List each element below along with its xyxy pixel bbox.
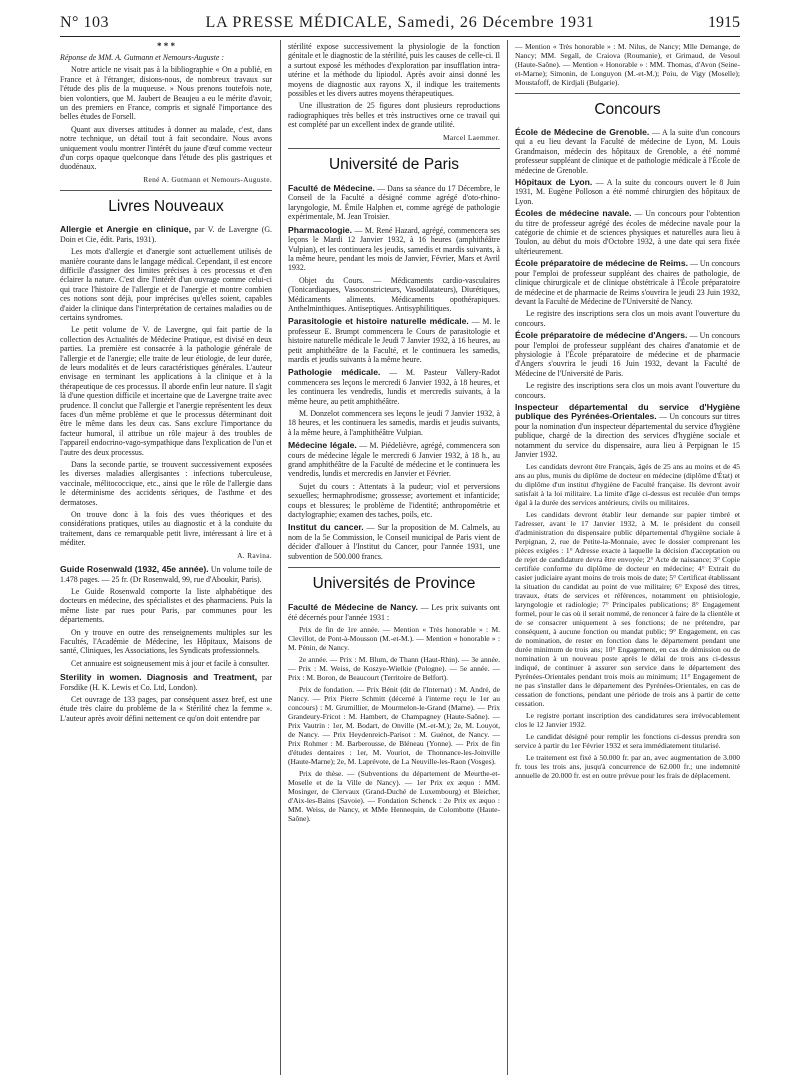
paragraph: On trouve donc à la fois des vues théoriques et des considérations pratiques, utiles au diagnostic et à la conduite du traitement, dans ce remarquable petit livre, intéressant à lire et à méditer.	[60, 510, 272, 548]
issue-number: N° 103	[60, 14, 109, 31]
paragraph: Sujet du cours : Attentats à la pudeur; viol et perversions sexuelles; hermaphrodisme; grossesse; avortement et infanticide; coups et blessures; le problème de l'identité; anthropométrie et dactylographie; examen des taches, poils, etc.	[288, 481, 500, 520]
news-item: École préparatoire de médecine d'Angers. — Un concours pour l'emploi de professeur suppléant des chaires d'anatomie et de physiologie à l'École préparatoire de médecine et de pharmacie d'Angers s'ouvrira le jeudi 16 Juin 1932, devant la Faculté de Médecine de l'Université de Paris.	[515, 330, 740, 378]
column-2	[288, 42, 500, 826]
reply-title: Réponse de MM. A. Gutmann et Nemours-Auguste :	[60, 53, 224, 62]
paragraph: Prix de thèse. — (Subventions du département de Meurthe-et-Moselle et de la Ville de Nancy). — 1er Prix ex æquo : MM. Mosinger, de Clervaux (Grand-Duché de Luxembourg) et Bleicher, d'Aix-les-Bains (Savoie). — Fondation Schenck : 2e Prix ex æquo : MM. Weiss, de Nancy, et MMe Hennequin, de Colombotte (Haute-Saône).	[288, 768, 500, 823]
news-item: Écoles de médecine navale. — Un concours pour l'obtention du titre de professeur agrégé des écoles de médecine navale pour la catégorie de chimie et de sciences physiques et naturelles aura lieu à Toulon, au début du mois d'Octobre 1932, à une date qui sera fixée ultérieurement.	[515, 208, 740, 256]
news-item: Médecine légale. — M. Piédelièvre, agrégé, commencera son cours de médecine légale le mercredi 6 Janvier 1932, à 18 h., au grand amphithéâtre de la Faculté de médecine et le continuera les vendredis, lundis et mercredis en Janvier et Février.	[288, 440, 500, 479]
paragraph: Prix de fin de 1re année. — Mention « Très honorable » : M. Clevillot, de Pont-à-Mousson (M.-et-M.). — Mention « honorable » : M. Pénin, de Nancy.	[288, 624, 500, 652]
book-entry-heading: Allergie et Anergie en clinique, par V. de Lavergne (G. Doin et Cie, édit. Paris, 1931).	[60, 224, 272, 244]
section-divider	[60, 190, 272, 191]
paragraph: Le petit volume de V. de Lavergne, qui fait partie de la collection des Actualités de Médecine Pratique, est divisé en deux parties. La première est consacrée à la pathologie générale de l'allergie et de l'anergie; elle traite de leur étiologie, de leur durée, de leurs modalités et de leurs caractéristiques générales. L'auteur envisage en terminant les applications à la clinique et à la thérapeutique de ces processus. Il aborde enfin leur nature. Il s'agit là d'une question difficile et incertaine que de Lavergne traite avec prudence. Il conclut que l'allergie et l'anergie représentent les deux faces d'un même problème et que le processus déterminant doit être le même dans les deux cas. Sans exclure l'importance du facteur humoral, il attribue un rôle majeur à des troubles de l'appareil endocrino-vago-sympathique dans l'explication de l'un et l'autre des deux processus.	[60, 325, 272, 457]
header-rule	[60, 36, 740, 37]
page-number: 1915	[708, 14, 740, 31]
news-item: Institut du cancer. — Sur la proposition de M. Calmels, au nom de la 5e Commission, le Conseil municipal de Paris vient de décider d'allouer à l'Institut du Cancer, pour l'année 1931, une subvention de 500.000 francs.	[288, 522, 500, 561]
news-item: Pharmacologie. — M. René Hazard, agrégé, commencera ses leçons le Mardi 12 Janvier 1932, à 16 heures (amphithéâtre Vulpian), et les continuera les jeudis, samedis et mardis suivants, à la même heure, pendant les mois de Janvier, Février, Mars et Avril 1932.	[288, 224, 500, 273]
signature: Marcel Laemmer.	[442, 132, 500, 142]
section-divider	[288, 567, 500, 568]
section-title: Université de Paris	[328, 156, 460, 174]
paragraph: Une illustration de 25 figures dont plusieurs reproductions radiographiques très belles et très instructives orne ce travail qui est complété par un excellent index de grande utilité.	[288, 101, 500, 130]
paragraph: Le traitement est fixé à 50.000 fr. par an, avec augmentation de 3.000 fr. tous les trois ans, jusqu'à concurrence de 62.000 fr.; une indemnité annuelle de 20.000 fr. est en outre prévue pour les frais de déplacement.	[515, 753, 740, 781]
paragraph: stérilité expose successivement la physiologie de la fonction génitale et le diagnostic de la stérilité, puis les causes de celle-ci. Il a surtout exposé les méthodes d'exploration par insufflation intra-utérine et la méthode du lipiodol. Après avoir ainsi donné les moyens de diagnostic aux rayons X, il indique les traitements possibles et les divers autres moyens thérapeutiques.	[288, 42, 500, 99]
section-divider	[515, 93, 740, 94]
paragraph: M. Donzelot commencera ses leçons le jeudi 7 Janvier 1932, à 18 heures, et les continuera les samedis, mardis et jeudis suivants, à la même heure, à l'amphithéâtre Vulpian.	[288, 409, 500, 437]
news-item: Hôpitaux de Lyon. — A la suite du concours ouvert le 8 Juin 1931, M. Eugène Polloson a été nommé chirurgien des hôpitaux de Lyon.	[515, 177, 740, 206]
publication-title: LA PRESSE MÉDICALE, Samedi, 26 Décembre 1931	[205, 14, 595, 31]
news-item: Inspecteur départemental du service d'Hygiène publique des Pyrénées-Orientales. — Un concours sur titres pour la nomination d'un inspecteur départemental du service d'hygiène publique, chargé de la direction des services d'hygiène sociale et notamment du service du dispensaire, aura lieu à Perpignan le 15 Janvier 1932.	[515, 401, 740, 459]
news-item: Faculté de Médecine de Nancy. — Les prix suivants ont été décernés pour l'année 1931 :	[288, 602, 500, 622]
paragraph: Le Guide Rosenwald comporte la liste alphabétique des docteurs en médecine, des spécialistes et des pharmaciens. Puis la même liste par rues pour Paris, par communes pour les départements.	[60, 586, 272, 625]
page-header	[60, 12, 740, 34]
paragraph: Le registre portant inscription des candidatures sera irrévocablement clos le 12 Janvier 1932.	[515, 711, 740, 730]
paragraph: Dans la seconde partie, se trouvent successivement exposées les diverses maladies allergisantes : infections tuberculeuse, vaccinale, mélitococcique, etc., ainsi que le rôle de l'allergie dans le déterminisme des accidents sériques, de l'asthme et des dermatoses.	[60, 460, 272, 507]
column-1	[60, 42, 272, 726]
paragraph: 2e année. — Prix : M. Blum, de Thann (Haut-Rhin). — 3e année. — Prix : M. Weiss, de Koszye-Wielkie (Pologne). — 5e année. — Prix : M. Boron, de Beaucourt (Territoire de Belfort).	[288, 654, 500, 682]
column-3	[515, 42, 740, 783]
news-item: École préparatoire de médecine de Reims. — Un concours pour l'emploi de professeur suppléant des chaires de pathologie, de clinique chirurgicale et de clinique obstétricale à l'École préparatoire de médecine et de pharmacie de Reims s'ouvrira le jeudi 23 Juin 1932, devant la Faculté de Médecine de l'Université de Nancy.	[515, 258, 740, 306]
news-item: Pathologie médicale. — M. Pasteur Vallery-Radot commencera ses leçons le mercredi 6 Janvier 1932, à 18 heures, et les continuera les vendredis, lundis et mercredis suivants, à la même heure, au petit amphithéâtre.	[288, 367, 500, 406]
section-divider	[288, 148, 500, 149]
column-divider	[280, 40, 281, 1075]
signature: A. Ravina.	[237, 550, 272, 560]
paragraph: — Mention « Très honorable » : M. Nilus, de Nancy; Mlle Demange, de Nancy; MM. Segall, de Craiova (Roumanie), et Grimaud, de Vesoul (Haute-Saône). — Mention « Honorable » : MM. Thomas, d'Avon (Seine-et-Marne); Simonin, de Longuyon (M.-et-M.); Poiu, de Vigy (Moselle); Moustafoff, de Kirdjali (Bulgarie).	[515, 42, 740, 87]
paragraph: Les mots d'allergie et d'anergie sont actuellement utilisés de manière courante dans le langage médical. Cependant, il est encore difficile d'assigner des limites précises à ces processus et d'en éclairer la nature. C'est dire l'intérêt d'un ouvrage comme celui-ci qui trace l'histoire de l'allergie et de l'anergie et montre combien ces notions sont déjà, pour imprécises qu'elles soient, capables d'aider la clinique dans l'interprétation de certaines maladies ou de certains syndromes.	[60, 247, 272, 322]
book-entry-heading: Guide Rosenwald (1932, 45e année). Un volume toile de 1.478 pages. — 25 fr. (Dr Rosenwald, 99, rue d'Aboukir, Paris).	[60, 564, 272, 584]
paragraph: Cet ouvrage de 133 pages, par conséquent assez bref, est une étude très claire du problème de la « Stérilité chez la femme ». L'auteur après avoir défini nettement ce qu'on doit entendre par	[60, 694, 272, 723]
paragraph: Le candidat désigné pour remplir les fonctions ci-dessus prendra son service à partir du 1er Février 1932 et sera immédiatement titularisé.	[515, 732, 740, 751]
news-item: École de Médecine de Grenoble. — A la suite d'un concours qui a eu lieu devant la Faculté de médecine de Lyon, M. Louis Grandmaison, médecin des hôpitaux de Grenoble, a été nommé professeur suppléant de clinique et de pathologie médicale à l'École de médecine de Grenoble.	[515, 127, 740, 175]
paragraph: Notre article ne visait pas à la bibliographie « On a publié, en France et à l'étranger, disions-nous, de nombreux travaux sur l'étude des plis de la muqueuse. » Nous prenons toutefois note, bien volontiers, que M. Jaubert de Beaujeu a eu le mérite d'avoir, un des premiers en France, compris et signalé l'importance des belles études de Forsell.	[60, 65, 272, 122]
paragraph: Prix de fondation. — Prix Bénit (dit de l'Internat) : M. André, de Nancy. — Prix Pierre Schmitt (décerné à l'interne reçu le 1er au concours) : M. Grumillier, de Mourmelon-le-Grand (Marne). — Prix Grandeury-Fricot : M. Hambert, de Champagney (Haute-Saône). — Prix Vautrin : 1er, M. Bodart, de Onville (M.-et-M.); 2e, M. Louyot, de Nancy. — Prix Heydenreich-Parisot : M. Guénot, de Nancy. — Prix Rohmer : M. Barberousse, de Bléneau (Yonne). — Prix de fin d'études dentaires : 1er, M. Vouriot, de Thonnance-les-Joinville (Haute-Marne); 2e, M. Laprévote, de La Neuville-les-Raon (Vosges).	[288, 684, 500, 766]
paragraph: Les candidats devront établir leur demande sur papier timbré et l'adresser, avant le 17 Janvier 1932, à M. le président du conseil d'administration du dispensaire public départemental d'hygiène sociale à Perpignan, 2, rue de Petite-la-Monnaie, avec le dossier comprenant les pièces exigées : 1° Adresse exacte à laquelle la décision d'acceptation ou de rejet de candidature devra être envoyée; 2° Acte de naissance; 3° Copie certifiée conforme du diplôme de docteur en médecine; 4° Extrait du casier judiciaire ayant moins de trois mois de date; 5° Certificat établissant la situation du candidat au point de vue militaire; 6° Exposé des titres, travaux, états de services et références, notamment en phtisiologie, laryngologie et radiologie; 7° Principales publications; 8° Engagement formel, pour le cas où il serait nommé, de renoncer à faire de la clientèle et de se consacrer uniquement à ses fonctions; de ne prétendre, par conséquent, à aucune fonction ou mandat public; 9° Engagement, en cas de nomination, de rester en fonction dans le département pendant une durée minimum de trois ans; 10° Engagement, en cas de démission ou de nomination à un nouveau poste après le délai de trois ans ci-dessus indiqué, de continuer à assurer son service dans le département des Pyrénées-Orientales pendant trois mois au minimum; 11° Engagement de ne pas s'installer dans le département des Pyrénées-Orientales, en cas de cessation de fonctions, pendant une période de trois ans à partir de cette cessation.	[515, 510, 740, 709]
paragraph: Cet annuaire est soigneusement mis à jour et facile à consulter.	[71, 658, 270, 668]
paragraph: Quant aux diverses attitudes à donner au malade, c'est, dans notre technique, un détail tout à fait secondaire. Nous avons uniquement voulu montrer l'intérêt du jaune d'œuf comme vecteur d'un corps opaque quelconque dans l'étude des plis gastriques et duodénaux.	[60, 124, 272, 172]
paragraph: Les candidats devront être Français, âgés de 25 ans au moins et de 45 ans au plus, munis du diplôme de docteur en médecine (diplôme d'État) et du diplôme d'un institut d'hygiène de Faculté française. Ils devront avoir satisfait à la loi militaire. La limite d'âge ci-dessus est reculée d'un temps égal à la durée des services antérieurs, civils ou militaires.	[515, 462, 740, 508]
news-item: Faculté de Médecine. — Dans sa séance du 17 Décembre, le Conseil de la Faculté a désigné comme agrégé d'oto-rhino-laryngologie, M. Émile Halphen et, comme agrégé de pathologie expérimentale, M. Jean Troisier.	[288, 183, 500, 222]
news-item: Parasitologie et histoire naturelle médicale. — M. le professeur E. Brumpt commencera le Cours de parasitologie et histoire naturelle médicale le Jeudi 7 Janvier 1932, à 16 heures, au petit amphithéâtre de la Faculté, et le continuera les samedis, mardis et jeudis suivants à la même heure.	[288, 316, 500, 364]
section-title: Livres Nouveaux	[108, 198, 224, 216]
section-title: Concours	[594, 101, 661, 118]
paragraph: Le registre des inscriptions sera clos un mois avant l'ouverture du concours.	[515, 381, 740, 400]
signature: René A. Gutmann et Nemours-Auguste.	[143, 174, 272, 184]
section-title: Universités de Province	[312, 575, 476, 593]
book-entry-heading: Sterility in women. Diagnosis and Treatment, par Forsdike (H. K. Lewis et Co. Ltd, London).	[60, 672, 272, 692]
paragraph: Le registre des inscriptions sera clos un mois avant l'ouverture du concours.	[515, 309, 740, 328]
column-divider	[507, 40, 508, 1075]
paragraph: Objet du Cours. — Médicaments cardio-vasculaires (Tonicardiaques, Vasoconstricteurs, Vasodilatateurs), Diurétiques, Médicaments aliments. Médicaments opothérapiques. Anthelminthiques. Antiseptiques. Antisyphilitiques.	[288, 275, 500, 313]
section-stars: * * *	[157, 41, 175, 51]
paragraph: On y trouve en outre des renseignements multiples sur les Facultés, l'Académie de Médecine, les Hôpitaux, Maisons de santé, Cliniques, les Associations, les Syndicats professionnels.	[60, 627, 272, 656]
